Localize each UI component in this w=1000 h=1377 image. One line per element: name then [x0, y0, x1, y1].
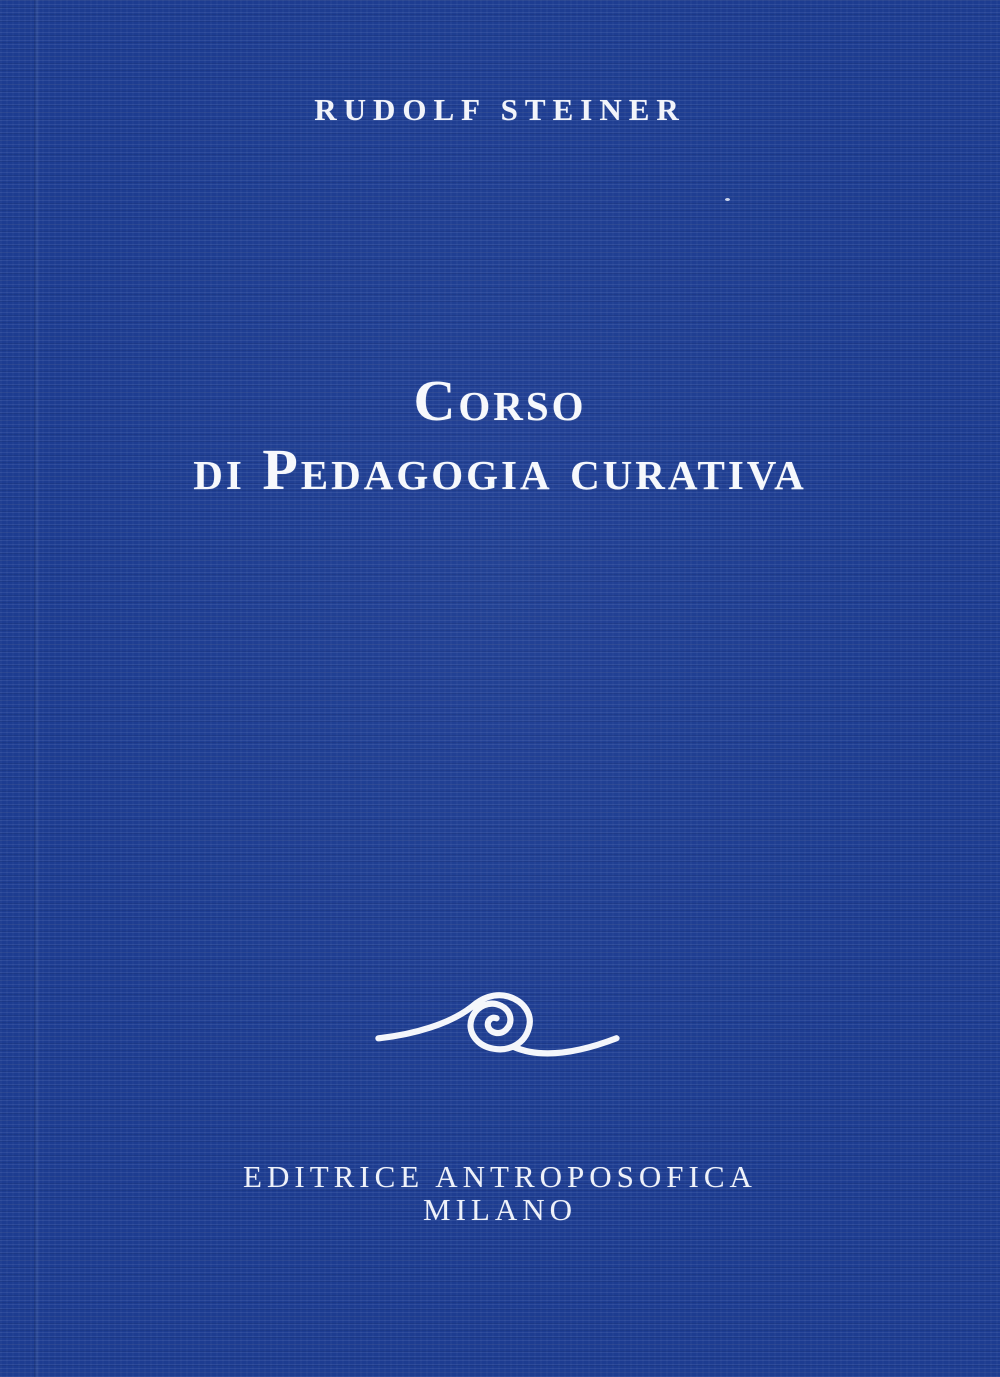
author-name: RUDOLF STEINER [314, 92, 686, 127]
title-line-2: di Pedagogia curativa [193, 437, 807, 502]
book-title [0, 366, 1000, 504]
publisher-city: MILANO [423, 1192, 577, 1227]
publisher-name: EDITRICE ANTROPOSOFICA [243, 1159, 757, 1194]
dust-speck [725, 198, 730, 201]
publisher-block [0, 1160, 1000, 1226]
title-line-1: Corso [413, 368, 587, 433]
wave-spiral-icon [370, 984, 624, 1064]
